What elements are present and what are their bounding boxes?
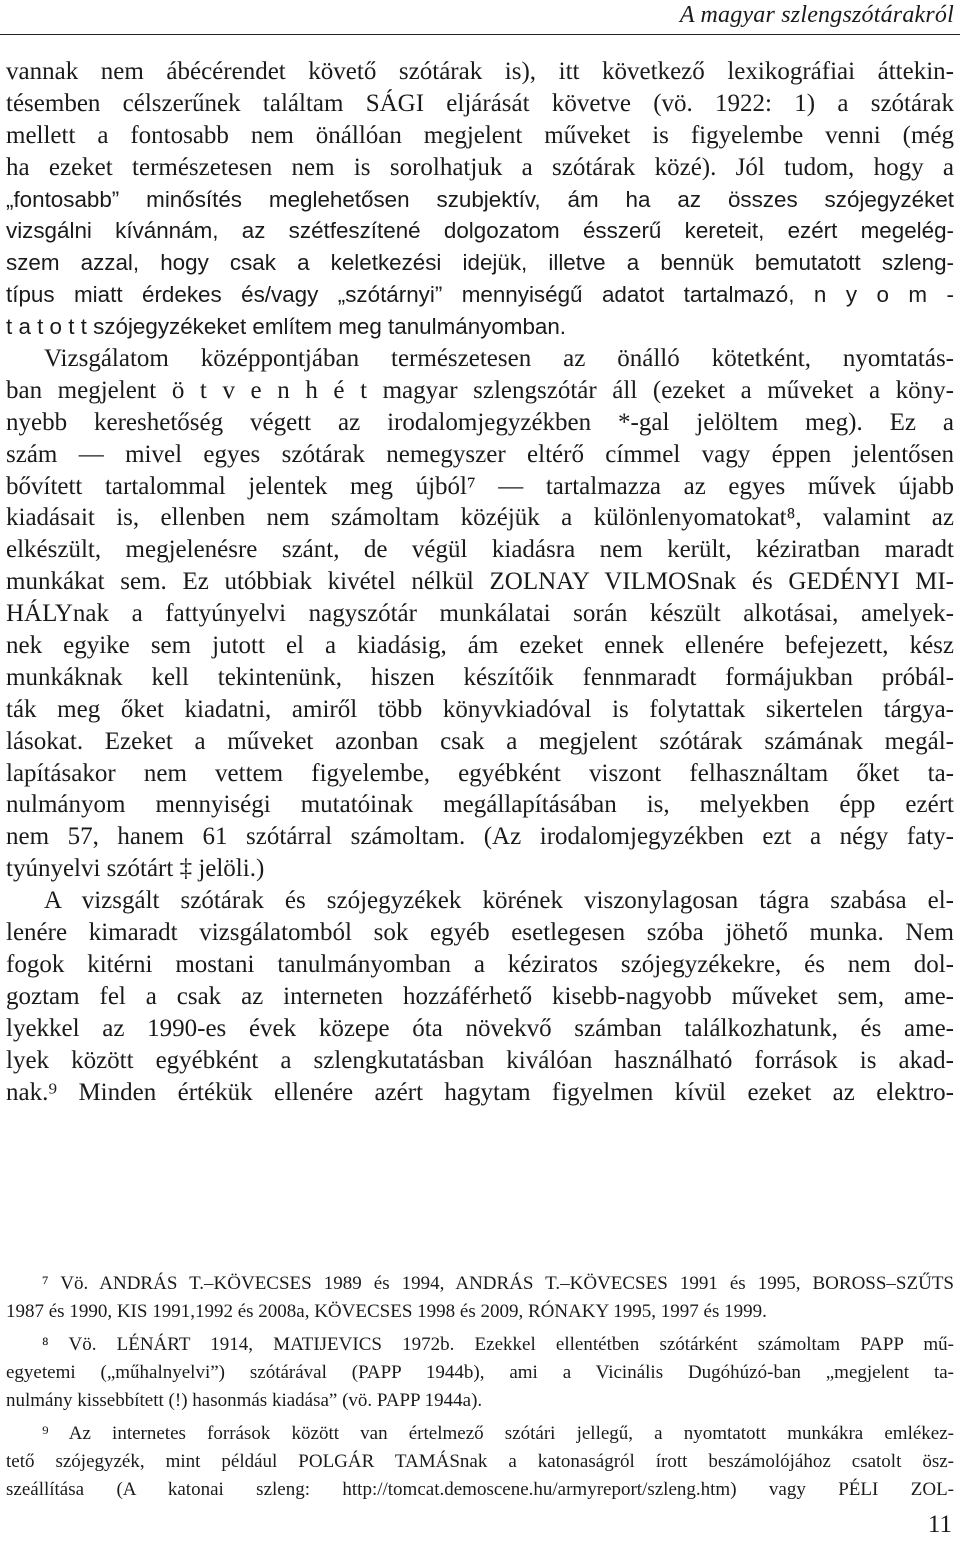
body-line: vizsgálni kívánnám, az szétfeszítené dolgozatom ésszerű kereteit, ezért megelég- — [6, 218, 954, 244]
body-line: mellett a fontosabb nem önállóan megjelent műveket is figyelembe venni (még — [6, 121, 954, 149]
body-line: elkészült, megjelenésre szánt, de végül kiadásra nem került, kéziratban maradt — [6, 536, 954, 564]
body-text — [6, 56, 954, 1108]
body-line: goztam fel a csak az interneten hozzáférhető kisebb-nagyobb műveket sem, ame- — [6, 982, 954, 1010]
body-line: nek egyike sem jutott el a kiadásig, ám ezeket ennek ellenére befejezett, kész — [6, 632, 954, 660]
body-line: szem azzal, hogy csak a keletkezési idejük, illetve a bennük bemutatott szleng- — [6, 250, 954, 276]
footnote-8-line: egyetemi („műhalnyelvi”) szótárával (PAPP 1944b), ami a Vicinális Dugóhúzó-ban „megjelent ta- — [6, 1362, 954, 1383]
body-line: bővített tartalommal jelentek meg újból⁷ — tartalmazza az egyes művek újabb — [6, 472, 954, 500]
body-line: nem 57, hanem 61 szótárral számoltam. (Az irodalomjegyzékben ezt a négy faty- — [6, 823, 954, 851]
footnote-9-line: szeállítása (A katonai szleng: http://tomcat.demoscene.hu/armyreport/szleng.htm) vagy PÉLI ZOL- — [6, 1479, 954, 1500]
body-line: fogok kitérni mostani tanulmányomban a kéziratos szójegyzékekre, és nem dol- — [6, 950, 954, 978]
footnote-9-line: ⁹ Az internetes források között van értelmező szótári jellegű, a nyomtatott munkákra emlékez- — [42, 1423, 954, 1444]
body-line: HÁLYnak a fattyúnyelvi nagyszótár munkálatai során készült alkotásai, amelyek- — [6, 600, 954, 628]
body-line: lásokat. Ezeket a műveket azonban csak a megjelent szótárak számának megál- — [6, 727, 954, 755]
footnote-8-line: ⁸ Vö. LÉNÁRT 1914, MATIJEVICS 1972b. Ezekkel ellentétben szótárként számoltam PAPP mű- — [42, 1334, 954, 1355]
body-line: vannak nem ábécérendet követő szótárak is), itt következő lexikográfiai áttekin- — [6, 58, 954, 85]
body-line: kiadásait is, ellenben nem számoltam közéjük a különlenyomatokat⁸, valamint az — [6, 504, 954, 532]
body-line: típus miatt érdekes és/vagy „szótárnyi” mennyiségű adatot tartalmazó, n y o m - — [6, 282, 954, 308]
body-line: nulmányom mennyiségi mutatóinak megállapításában is, melyekben épp ezért — [6, 791, 954, 819]
body-line: „fontosabb” minősítés meglehetősen szubjektív, ám ha az összes szójegyzéket — [6, 186, 954, 212]
page-number: 11 — [927, 1511, 952, 1538]
body-line: nak.⁹ Minden értékük ellenére azért hagytam figyelmen kívül ezeket az elektro- — [6, 1078, 954, 1106]
footnotes — [6, 1270, 954, 1504]
header-rule — [0, 34, 960, 35]
body-line: munkákat sem. Ez utóbbiak kivétel nélkül ZOLNAY VILMOSnak és GEDÉNYI MI- — [6, 568, 954, 596]
body-line: ha ezeket természetesen nem is sorolhatjuk a szótárak közé). Jól tudom, hogy a — [6, 153, 954, 181]
body-line: lyekkel az 1990-es évek közepe óta növekvő számban találkozhatunk, és ame- — [6, 1014, 954, 1042]
body-line: ban megjelent ö t v e n h é t magyar szlengszótár áll (ezeket a műveket a köny- — [6, 376, 954, 404]
paragraph-start: A vizsgált szótárak és szójegyzékek körének viszonylagosan tágra szabása el- — [44, 887, 954, 915]
body-line: szám — mivel egyes szótárak nemegyszer eltérő címmel vagy éppen jelentősen — [6, 440, 954, 468]
running-header — [0, 0, 960, 40]
body-line: lenére kimaradt vizsgálatomból sok egyéb esetlegesen szóba jöhető munka. Nem — [6, 919, 954, 947]
body-line: ták meg őket kiadatni, amiről több könyvkiadóval is folytattak sikertelen tárgya- — [6, 695, 954, 723]
footnote-9-line: tető szójegyzék, mint például POLGÁR TAMÁSnak a katonaságról írott beszámolójához csatolt ösz- — [6, 1451, 954, 1472]
body-line: munkáknak kell tekintenünk, hiszen készítőik fennmaradt formájukban próbál- — [6, 663, 954, 691]
paragraph-start: Vizsgálatom középpontjában természetesen az önálló kötetként, nyomtatás- — [44, 345, 954, 373]
body-line: lyek között egyébként a szlengkutatásban kiválóan használható források is akad- — [6, 1046, 954, 1074]
footnote-8-line: nulmány kissebbített (!) hasonmás kiadása” (vö. PAPP 1944a). — [6, 1390, 483, 1411]
body-line: lapításakor nem vettem figyelembe, egyébként viszont felhasználtam őket ta- — [6, 759, 954, 787]
body-line: tyúnyelvi szótárt ‡ jelöli.) — [6, 855, 265, 883]
body-line: t a t o t t szójegyzékeket említem meg tanulmányomban. — [6, 314, 567, 340]
body-line: nyebb kereshetőség végett az irodalomjegyzékben *-gal jelöltem meg). Ez a — [6, 408, 954, 436]
running-title: A magyar szlengszótárakról — [679, 2, 954, 28]
footnote-7-line: ⁷ Vö. ANDRÁS T.–KÖVECSES 1989 és 1994, ANDRÁS T.–KÖVECSES 1991 és 1995, BOROSS–SZŰTS — [42, 1273, 954, 1294]
footnote-7-line: 1987 és 1990, KIS 1991,1992 és 2008a, KÖVECSES 1998 és 2009, RÓNAKY 1995, 1997 és 1999. — [6, 1301, 767, 1322]
body-line: tésemben célszerűnek találtam SÁGI eljárását követve (vö. 1922: 1) a szótárak — [6, 89, 954, 117]
